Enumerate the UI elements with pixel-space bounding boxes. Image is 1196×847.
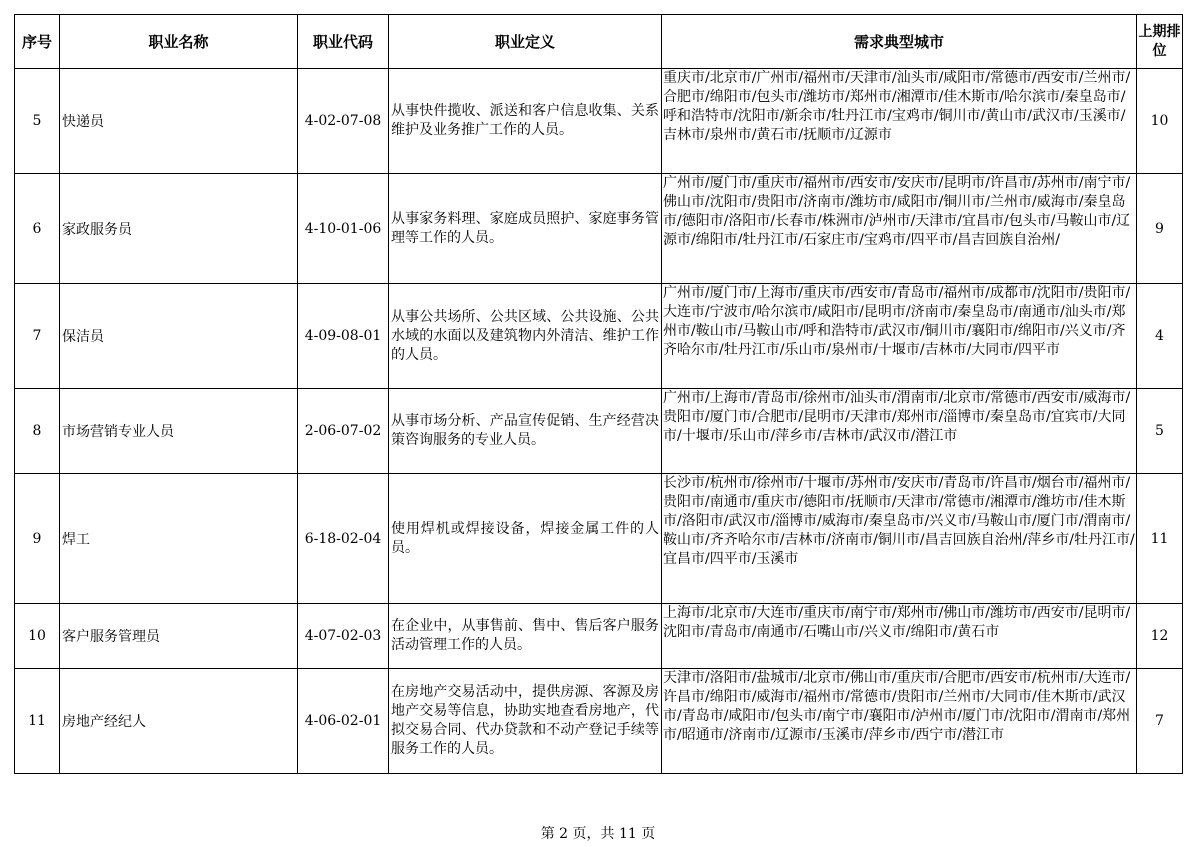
row-cities: 重庆市/北京市/广州市/福州市/天津市/汕头市/咸阳市/常德市/西安市/兰州市/合肥市/绵阳市/包头市/潍坊市/郑州市/湘潭市/佳木斯市/哈尔滨市/秦皇岛市/呼和浩特市/沈阳市/新余市/牡丹江市/宝鸡市/铜川市/黄山市/武汉市/玉溪市/吉林市/泉州市/黄石市/抚顺市/辽源市 xyxy=(663,70,1131,143)
row-name: 保洁员 xyxy=(60,284,298,389)
header-definition: 职业定义 xyxy=(389,15,662,69)
row-name: 市场营销专业人员 xyxy=(60,389,298,474)
header-name: 职业名称 xyxy=(60,15,298,69)
row-definition: 在房地产交易活动中，提供房源、客源及房地产交易等信息，协助实地查看房地产，代拟交易合同、代办贷款和不动产登记手续等服务工作的人员。 xyxy=(389,669,662,774)
row-code: 2-06-07-02 xyxy=(298,389,389,474)
row-code: 4-06-02-01 xyxy=(298,669,389,774)
table-row xyxy=(15,69,1183,174)
table-row xyxy=(15,669,1183,774)
header-no: 序号 xyxy=(15,15,60,69)
row-cities-cell xyxy=(662,284,1137,389)
row-cities-cell xyxy=(662,669,1137,774)
row-no: 5 xyxy=(15,69,60,174)
row-cities-cell xyxy=(662,69,1137,174)
table-row xyxy=(15,174,1183,284)
row-cities-cell xyxy=(662,604,1137,669)
row-cities: 广州市/厦门市/上海市/重庆市/西安市/青岛市/福州市/成都市/沈阳市/贵阳市/大连市/宁波市/哈尔滨市/咸阳市/昆明市/济南市/秦皇岛市/南通市/汕头市/郑州市/鞍山市/马鞍山市/呼和浩特市/武汉市/铜川市/襄阳市/绵阳市/兴义市/齐齐哈尔市/牡丹江市/乐山市/泉州市/十堰市/吉林市/大同市/四平市 xyxy=(663,285,1131,358)
row-definition: 从事家务料理、家庭成员照护、家庭事务管理等工作的人员。 xyxy=(389,174,662,284)
row-cities: 天津市/洛阳市/盐城市/北京市/佛山市/重庆市/合肥市/西安市/杭州市/大连市/许昌市/绵阳市/威海市/福州市/常德市/贵阳市/兰州市/大同市/佳木斯市/武汉市/青岛市/咸阳市/包头市/南宁市/襄阳市/泸州市/厦门市/沈阳市/渭南市/郑州市/昭通市/济南市/辽源市/玉溪市/萍乡市/西宁市/潜江市 xyxy=(663,670,1131,743)
row-no: 10 xyxy=(15,604,60,669)
row-definition: 使用焊机或焊接设备，焊接金属工件的人员。 xyxy=(389,474,662,604)
header-row xyxy=(15,15,1183,69)
row-code: 4-02-07-08 xyxy=(298,69,389,174)
row-name: 家政服务员 xyxy=(60,174,298,284)
row-code: 4-10-01-06 xyxy=(298,174,389,284)
header-cities: 需求典型城市 xyxy=(662,15,1137,69)
row-cities: 广州市/上海市/青岛市/徐州市/汕头市/渭南市/北京市/常德市/西安市/威海市/贵阳市/厦门市/合肥市/昆明市/天津市/郑州市/淄博市/秦皇岛市/宜宾市/大同市/十堰市/乐山市/萍乡市/吉林市/武汉市/潜江市 xyxy=(663,390,1131,444)
row-no: 8 xyxy=(15,389,60,474)
row-prev-rank: 12 xyxy=(1137,604,1183,669)
row-name: 客户服务管理员 xyxy=(60,604,298,669)
row-prev-rank: 10 xyxy=(1137,69,1183,174)
row-prev-rank: 11 xyxy=(1137,474,1183,604)
row-cities-cell xyxy=(662,174,1137,284)
row-cities-cell xyxy=(662,474,1137,604)
table-row xyxy=(15,389,1183,474)
row-name: 快递员 xyxy=(60,69,298,174)
row-code: 4-09-08-01 xyxy=(298,284,389,389)
row-code: 6-18-02-04 xyxy=(298,474,389,604)
row-cities-cell xyxy=(662,389,1137,474)
row-cities: 广州市/厦门市/重庆市/福州市/西安市/安庆市/昆明市/许昌市/苏州市/南宁市/佛山市/沈阳市/贵阳市/济南市/潍坊市/咸阳市/铜川市/兰州市/威海市/秦皇岛市/德阳市/洛阳市/长春市/株洲市/泸州市/天津市/宜昌市/包头市/马鞍山市/辽源市/绵阳市/牡丹江市/石家庄市/宝鸡市/四平市/昌吉回族自治州/ xyxy=(663,175,1131,248)
row-prev-rank: 7 xyxy=(1137,669,1183,774)
row-cities: 上海市/北京市/大连市/重庆市/南宁市/郑州市/佛山市/潍坊市/西安市/昆明市/沈阳市/青岛市/南通市/石嘴山市/兴义市/绵阳市/黄石市 xyxy=(663,605,1131,640)
row-no: 9 xyxy=(15,474,60,604)
row-code: 4-07-02-03 xyxy=(298,604,389,669)
row-definition: 从事快件揽收、派送和客户信息收集、关系维护及业务推广工作的人员。 xyxy=(389,69,662,174)
row-prev-rank: 5 xyxy=(1137,389,1183,474)
row-definition: 从事公共场所、公共区域、公共设施、公共水域的水面以及建筑物内外清洁、维护工作的人员。 xyxy=(389,284,662,389)
table-row xyxy=(15,474,1183,604)
row-name: 房地产经纪人 xyxy=(60,669,298,774)
row-prev-rank: 4 xyxy=(1137,284,1183,389)
row-no: 7 xyxy=(15,284,60,389)
table-row xyxy=(15,604,1183,669)
occupation-table xyxy=(14,14,1183,774)
page-footer: 第 2 页，共 11 页 xyxy=(540,826,656,842)
header-prev-rank: 上期排位 xyxy=(1137,15,1183,69)
row-no: 11 xyxy=(15,669,60,774)
table-row xyxy=(15,284,1183,389)
row-definition: 在企业中，从事售前、售中、售后客户服务活动管理工作的人员。 xyxy=(389,604,662,669)
row-no: 6 xyxy=(15,174,60,284)
header-code: 职业代码 xyxy=(298,15,389,69)
row-name: 焊工 xyxy=(60,474,298,604)
row-definition: 从事市场分析、产品宣传促销、生产经营决策咨询服务的专业人员。 xyxy=(389,389,662,474)
row-prev-rank: 9 xyxy=(1137,174,1183,284)
row-cities: 长沙市/杭州市/徐州市/十堰市/苏州市/安庆市/青岛市/许昌市/烟台市/福州市/贵阳市/南通市/重庆市/德阳市/抚顺市/天津市/常德市/湘潭市/潍坊市/佳木斯市/洛阳市/武汉市/淄博市/威海市/秦皇岛市/兴义市/马鞍山市/厦门市/渭南市/鞍山市/齐齐哈尔市/吉林市/济南市/铜川市/昌吉回族自治州/萍乡市/牡丹江市/宜昌市/四平市/玉溪市 xyxy=(663,475,1135,567)
